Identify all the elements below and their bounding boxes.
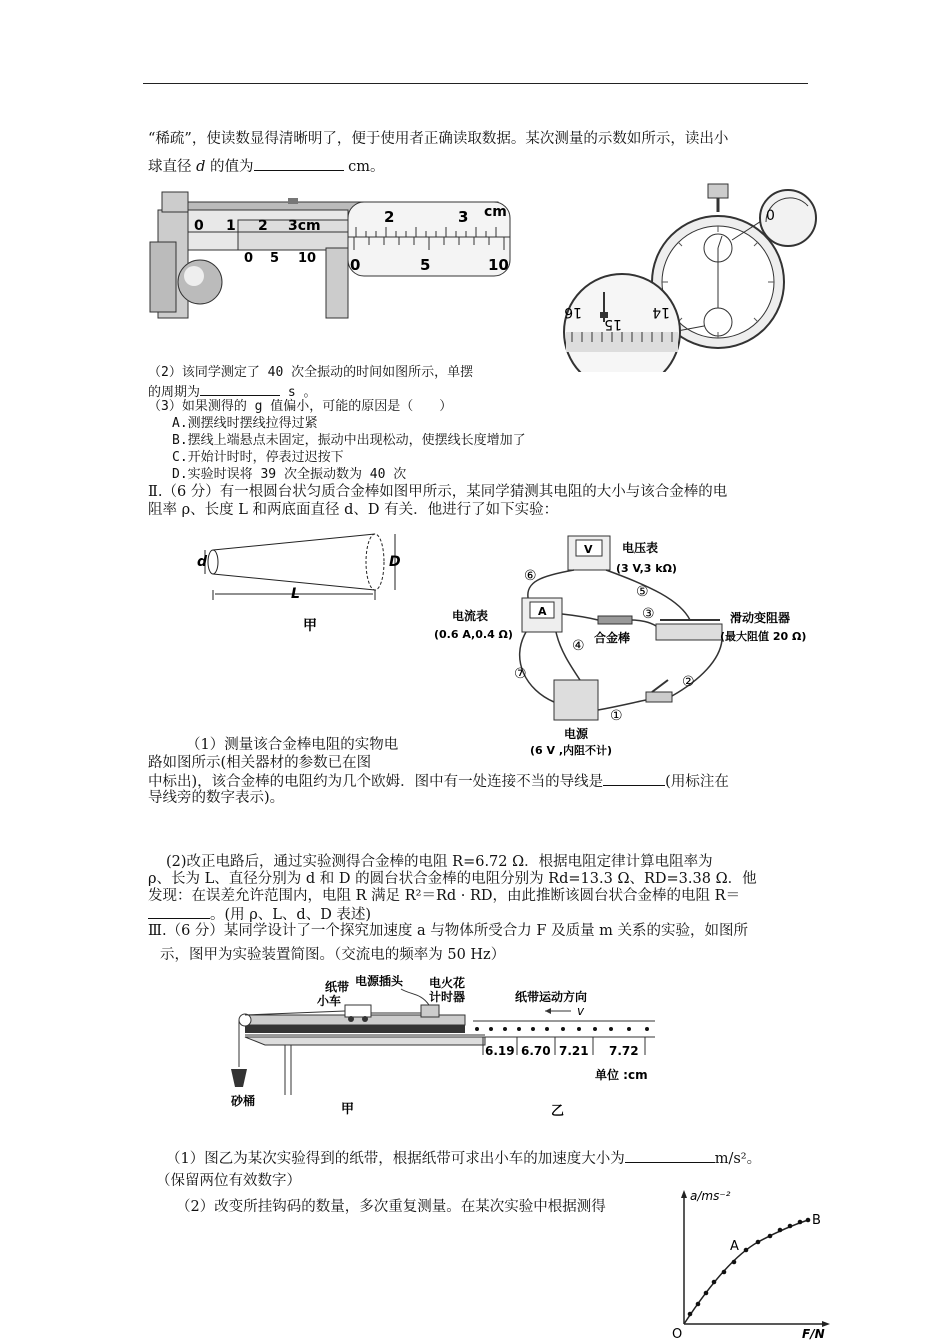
bucket-label: 砂桶 [231,1094,256,1108]
timer-label-2: 计时器 [429,990,466,1004]
tape-label: 纸带 [325,980,350,994]
q3-sub1: （1）图乙为某次实验得到的纸带，根据纸带可求出小车的加速度大小为 m/s²。 [166,1148,761,1168]
zoom-main-label: cm [484,204,507,220]
q2-sub2-d: 。(用 ρ、L、d、D 表述) [148,904,371,924]
acceleration-force-graph [666,1180,836,1340]
q1-sub2-a: （2）该同学测定了 40 次全振动的时间如图所示，单摆 [148,365,474,380]
q2-sub1-b: 路如图所示(相关器材的参数已在图 [148,755,372,771]
q1-option-a: A.测摆线时摆线拉得过紧 [172,416,318,431]
plug-label: 电源插头 [355,975,404,988]
segment-length: 7.72 [609,1044,639,1058]
q1-sub3: （3）如果测得的 g 值偏小，可能的原因是（ ） [148,399,453,414]
answer-blank-period[interactable] [200,381,280,396]
q1-option-c: C.开始计时时，停表过迟按下 [172,450,344,465]
stopwatch-zoom-top-label: 0 [766,208,775,224]
source-label: 电源 [564,727,589,741]
rheostat-label: 滑动变阻器 [730,611,791,625]
zoom-main-label: 2 [384,208,395,226]
zoom-vernier-label: 5 [420,256,431,274]
header-rule [143,83,808,84]
caliper-main-label: 1 [226,218,236,234]
point-a-label: A [730,1239,739,1254]
segment-length: 7.21 [559,1044,589,1058]
voltmeter-spec: (3 V,3 kΩ) [616,562,677,575]
timer-label-1: 电火花 [429,976,466,990]
ammeter-spec: (0.6 A,0.4 Ω) [434,628,513,641]
ammeter-label: 电流表 [452,609,489,623]
q3-intro1: Ⅲ.（6 分）某同学设计了一个探究加速度 a 与物体所受合力 F 及质量 m 关系的实验，如图所 [148,923,749,939]
q1-line1: “稀疏”，使读数显得清晰明了，便于使用者正确读取数据。某次测量的示数如所示，读出小 [148,131,729,147]
figure-caption-jia: 甲 [303,618,317,634]
stopwatch-zoom-bottom-label: 14 [652,304,670,320]
q2-sub2-b: ρ、长为 L、直径分别为 d 和 D 的圆台状合金棒的电阻分别为 Rd=13.3 Ω、RD=3.38 Ω．他 [148,871,757,887]
answer-blank-d[interactable] [254,156,344,171]
origin-label: O [672,1327,683,1340]
figure-caption-yi: 乙 [551,1104,565,1119]
direction-label: 纸带运动方向 [515,990,588,1004]
source-spec: (6 V ,内阻不计) [530,744,613,757]
q2-sub1-c: 中标出)，该合金棒的电阻约为几个欧姆．图中有一处连接不当的导线是 (用标注在 [148,771,729,791]
q3-sub2: （2）改变所挂钩码的数量，多次重复测量。在某次实验中根据测得 [176,1199,606,1215]
wire-label-6: ⑥ [524,568,537,584]
wire-label-4: ④ [572,638,585,654]
ammeter-symbol: A [538,605,547,618]
x-axis-label: F/N [802,1327,825,1340]
q3-sub1-note: （保留两位有效数字） [156,1173,301,1189]
answer-blank-resistance[interactable] [148,904,210,919]
voltmeter-symbol: V [584,543,593,556]
q2-intro2: 阻率 ρ、长度 L 和两底面直径 d、D 有关．他进行了如下实验： [148,502,559,518]
caliper-vernier-label: 0 [244,251,254,266]
q2-sub2-c: 发现：在误差允许范围内，电阻 R 满足 R²＝Rd · RD，由此推断该圆台状合金棒的电阻 R＝ [148,888,741,904]
wire-label-2: ② [682,674,695,690]
answer-blank-acceleration[interactable] [625,1148,715,1163]
answer-blank-wire[interactable] [603,771,665,786]
unit-label: 单位 :cm [595,1068,648,1082]
q2-sub2-a: (2)改正电路后，通过实验测得合金棒的电阻 R=6.72 Ω．根据电阻定律计算电阻率为 [166,854,713,870]
q3-intro2: 示，图甲为实验装置简图。（交流电的频率为 50 Hz） [160,947,506,963]
wire-label-3: ③ [642,606,655,622]
q1-sub2-b: 的周期为 s 。 [148,381,317,402]
q1-option-b: B.摆线上端悬点未固定，振动中出现松动，使摆线长度增加了 [172,433,526,448]
segment-length: 6.19 [485,1044,515,1058]
voltmeter-label: 电压表 [622,541,659,555]
q1-option-d: D.实验时误将 39 次全振动数为 40 次 [172,467,407,482]
point-b-label: B [812,1213,821,1228]
large-diameter-label: D [389,554,401,570]
wire-label-1: ① [610,708,623,724]
rod-label: 合金棒 [594,631,631,645]
segment-length: 6.70 [521,1044,551,1058]
experiment-apparatus-figure [225,975,675,1120]
stopwatch-figure [562,182,824,372]
q1-line2: 球直径 d 的值为 cm。 [148,156,385,176]
stopwatch-zoom-bottom-label: 15 [604,316,622,332]
zoom-vernier-label: 10 [488,256,509,274]
y-axis-label: a/ms⁻² [690,1189,731,1203]
velocity-label: v [577,1004,585,1018]
q2-intro1: Ⅱ.（6 分）有一根圆台状匀质合金棒如图甲所示，某同学猜测其电阻的大小与该合金棒的电 [148,484,728,500]
vernier-caliper-figure [148,182,516,324]
caliper-vernier-label: 5 [270,251,280,266]
rheostat-spec: (最大阻值 20 Ω) [720,630,807,643]
circuit-figure [430,530,820,760]
caliper-main-label: 3cm [288,218,321,234]
q2-sub1-a: （1）测量该合金棒电阻的实物电 [186,737,399,753]
small-diameter-label: d [197,554,208,570]
wire-label-5: ⑤ [636,584,649,600]
q2-sub1-d: 导线旁的数字表示)。 [148,790,285,806]
caliper-main-label: 0 [194,218,204,234]
zoom-main-label: 3 [458,208,469,226]
caliper-main-label: 2 [258,218,268,234]
stopwatch-zoom-bottom-label: 16 [564,304,582,320]
figure-caption-jia-2: 甲 [341,1102,355,1117]
caliper-vernier-label: 10 [298,251,317,266]
wire-label-7: ⑦ [514,666,527,682]
cart-label: 小车 [317,994,342,1008]
length-label: L [291,586,300,602]
zoom-vernier-label: 0 [350,256,361,274]
alloy-rod-figure [195,530,415,640]
